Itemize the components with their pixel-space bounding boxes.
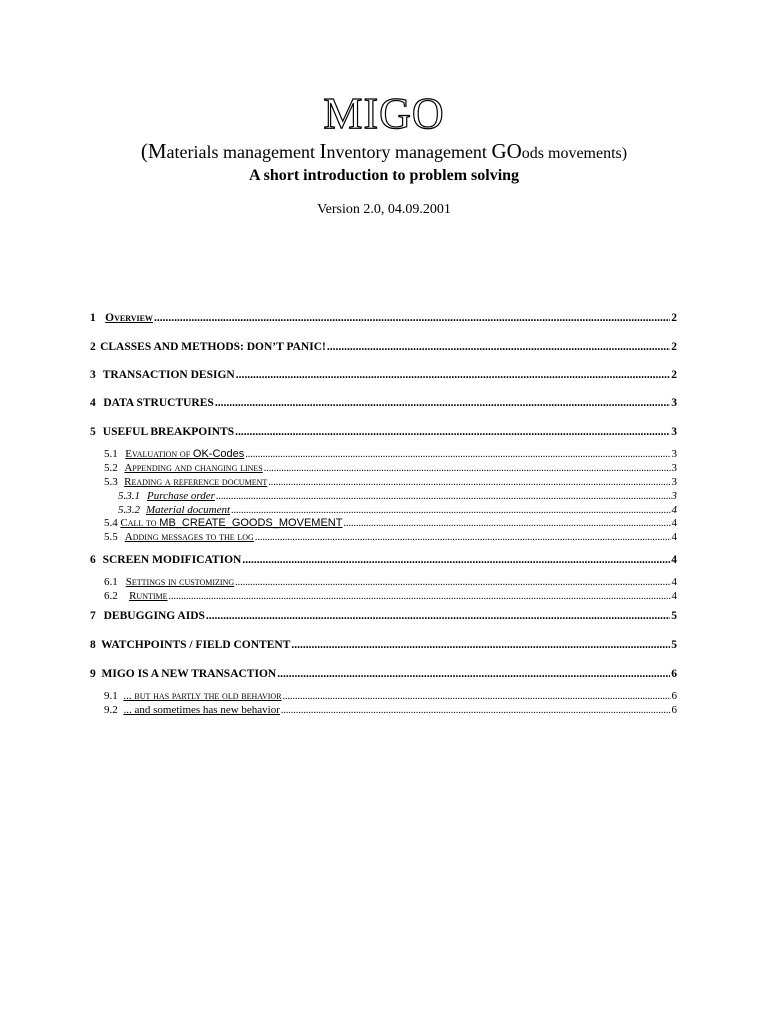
toc-page: 3	[671, 426, 677, 438]
toc-label: DEBUGGING AIDS	[103, 610, 205, 622]
toc-leader	[235, 426, 670, 438]
toc-label: Runtime	[129, 590, 168, 602]
toc-page: 4	[671, 554, 677, 566]
toc-number: 2	[90, 341, 96, 353]
subtitle-part-nventory: nventory management	[326, 142, 492, 162]
toc-leader	[277, 668, 670, 680]
subtitle-part-aterials: aterials management	[166, 142, 320, 162]
subtitle-part-go: GO	[491, 139, 522, 163]
toc-entry-5-3-2[interactable]	[90, 504, 677, 516]
toc-entry-4[interactable]	[90, 397, 677, 409]
subtitle-part-i: I	[319, 139, 327, 163]
toc-label: Appending and changing lines	[124, 462, 263, 474]
toc-page: 3	[671, 490, 677, 502]
toc-page: 3	[671, 397, 677, 409]
toc-leader	[154, 312, 670, 324]
toc-label	[125, 448, 244, 460]
toc-label: WATCHPOINTS / FIELD CONTENT	[101, 639, 291, 651]
toc-number: 6	[90, 554, 96, 566]
toc-leader	[343, 518, 670, 529]
toc-leader	[291, 639, 670, 651]
toc-label: ... and sometimes has new behavior	[123, 704, 280, 716]
toc-leader	[245, 449, 670, 460]
toc-number: 5.1	[104, 448, 118, 460]
toc-label-code: OK-Codes	[192, 448, 245, 460]
toc-number: 5.4	[104, 517, 118, 529]
toc-label: MIGO IS A NEW TRANSACTION	[101, 668, 277, 680]
toc-number: 9.2	[104, 704, 118, 716]
toc-entry-5[interactable]	[90, 426, 677, 438]
toc-leader	[255, 532, 671, 543]
toc-entry-9-2[interactable]	[90, 704, 677, 716]
toc-page: 4	[671, 517, 677, 529]
toc-label: Overview	[105, 312, 153, 324]
toc-leader	[206, 610, 670, 622]
toc-label-prefix: Call to	[120, 517, 160, 529]
toc-label	[120, 517, 342, 529]
toc-entry-6[interactable]	[90, 554, 677, 566]
toc-entry-7[interactable]	[90, 610, 677, 622]
toc-entry-5-2[interactable]	[90, 462, 677, 474]
toc-page: 5	[671, 639, 677, 651]
toc-label: Settings in customizing	[125, 576, 235, 588]
toc-leader	[283, 691, 671, 702]
toc-entry-5-1[interactable]	[90, 448, 677, 460]
toc-leader	[264, 463, 671, 474]
toc-entry-9[interactable]	[90, 668, 677, 680]
toc-number: 9.1	[104, 690, 118, 702]
toc-number: 5.3.1	[118, 490, 140, 502]
toc-label: Reading a reference document	[124, 476, 268, 488]
toc-label-prefix: Evaluation of	[125, 448, 193, 460]
toc-page: 6	[671, 690, 677, 702]
toc-entry-6-2[interactable]	[90, 590, 677, 602]
toc-label: TRANSACTION DESIGN	[102, 369, 235, 381]
toc-label: Purchase order	[146, 490, 215, 502]
toc-page: 3	[671, 462, 677, 474]
toc-page: 4	[671, 576, 677, 588]
document-subtitle-2: A short introduction to problem solving	[248, 167, 520, 184]
toc-label: SCREEN MODIFICATION	[102, 554, 242, 566]
toc-number: 5.2	[104, 462, 118, 474]
toc-page: 6	[671, 668, 677, 680]
toc-number: 5.3	[104, 476, 118, 488]
toc-page: 5	[671, 610, 677, 622]
toc-number: 5	[90, 426, 96, 438]
document-version: Version 2.0, 04.09.2001	[317, 202, 451, 217]
toc-leader	[235, 577, 670, 588]
toc-number: 1	[90, 312, 96, 324]
toc-entry-1[interactable]	[90, 312, 677, 324]
toc-page: 2	[671, 341, 677, 353]
toc-entry-9-1[interactable]	[90, 690, 677, 702]
toc-page: 2	[671, 369, 677, 381]
toc-entry-5-3[interactable]	[90, 476, 677, 488]
toc-page: 2	[671, 312, 677, 324]
toc-label: USEFUL BREAKPOINTS	[102, 426, 235, 438]
toc-number: 6.1	[104, 576, 118, 588]
toc-leader	[327, 341, 670, 353]
toc-page: 4	[671, 531, 677, 543]
document-title: MIGO	[323, 89, 445, 138]
toc-number: 5.5	[104, 531, 118, 543]
toc-leader	[216, 491, 671, 502]
toc-number: 3	[90, 369, 96, 381]
toc-page: 4	[671, 590, 677, 602]
toc-label: Adding messages to the log	[124, 531, 254, 543]
toc-number: 6.2	[104, 590, 118, 602]
toc-page: 6	[671, 704, 677, 716]
toc-leader	[242, 554, 670, 566]
toc-entry-2[interactable]	[90, 341, 677, 353]
subtitle-part-ods: ods movements)	[521, 145, 628, 162]
toc-entry-5-5[interactable]	[90, 531, 677, 543]
toc-number: 5.3.2	[118, 504, 140, 516]
toc-page: 3	[671, 448, 677, 460]
toc-entry-5-3-1[interactable]	[90, 490, 677, 502]
toc-entry-5-4[interactable]	[90, 517, 677, 529]
toc-leader	[268, 477, 670, 488]
subtitle-part-m: (M	[140, 139, 167, 163]
toc-entry-3[interactable]	[90, 369, 677, 381]
toc-label: DATA STRUCTURES	[103, 397, 214, 409]
toc-label: Material document	[146, 504, 231, 516]
toc-leader	[236, 369, 671, 381]
toc-entry-8[interactable]	[90, 639, 677, 651]
toc-leader	[215, 397, 670, 409]
toc-number: 4	[90, 397, 96, 409]
toc-leader	[231, 505, 670, 516]
toc-number: 8	[90, 639, 96, 651]
toc-number: 7	[90, 610, 96, 622]
toc-number: 9	[90, 668, 96, 680]
toc-page: 4	[671, 504, 677, 516]
toc-leader	[281, 705, 671, 716]
toc-page: 3	[671, 476, 677, 488]
toc-label-code: MB_CREATE_GOODS_MOVEMENT	[159, 517, 343, 529]
toc-label: ... but has partly the old behavior	[123, 690, 282, 702]
toc-label: CLASSES AND METHODS: DON’T PANIC!	[100, 341, 326, 353]
toc-entry-6-1[interactable]	[90, 576, 677, 588]
toc-leader	[169, 591, 671, 602]
